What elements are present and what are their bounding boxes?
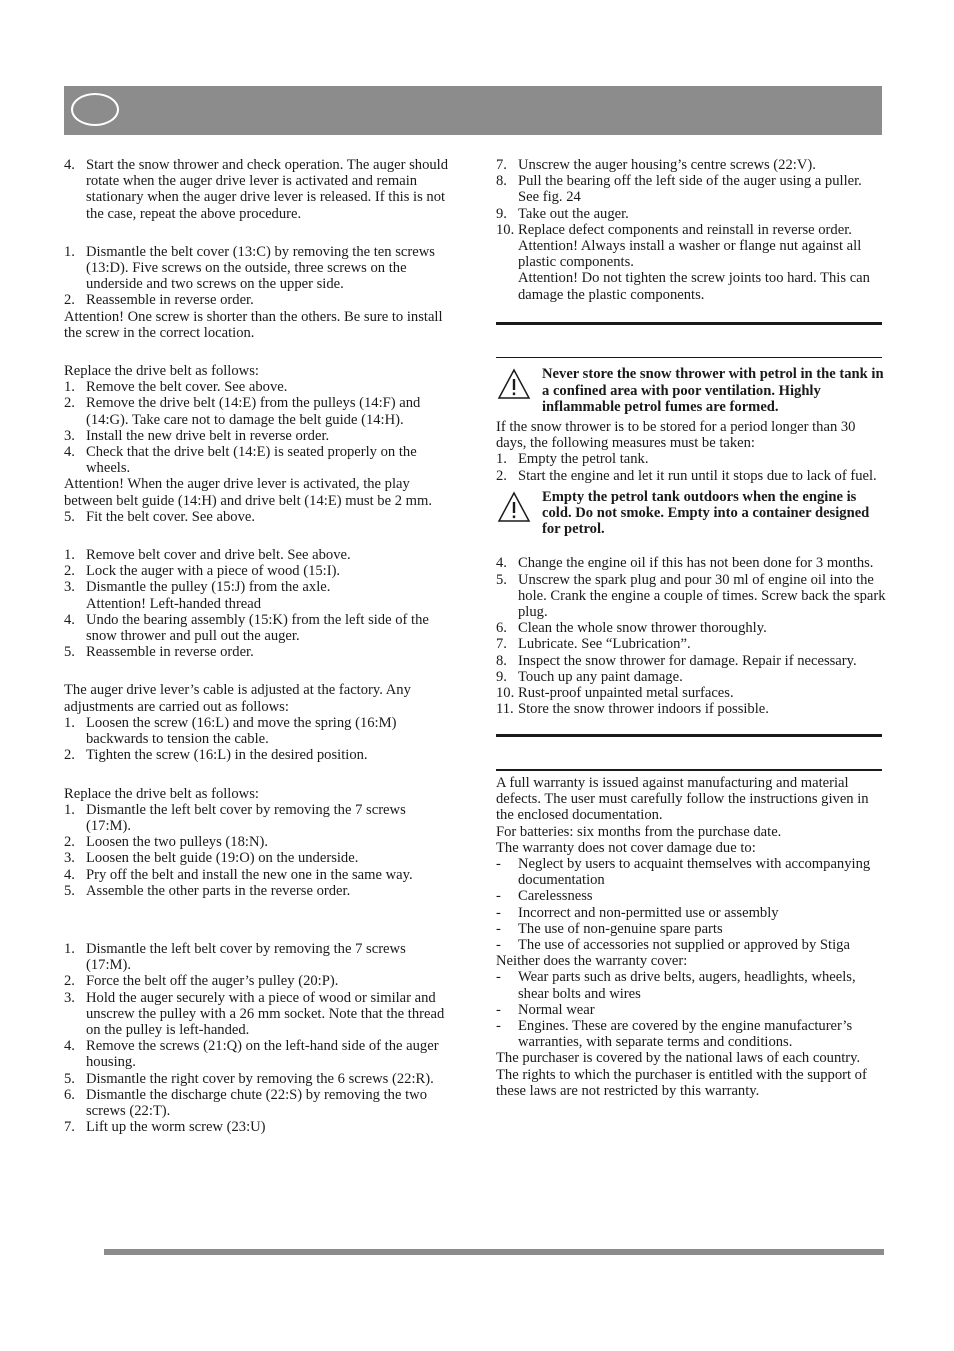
list-text: Rust-proof unpainted metal surfaces.: [518, 684, 734, 701]
list-item: [64, 802, 450, 834]
list-number: 3.: [64, 579, 75, 596]
list-item: [64, 973, 450, 989]
list-number: 7.: [496, 636, 507, 653]
list-text: Empty the petrol tank.: [518, 451, 649, 468]
list-text: Lock the auger with a piece of wood (15:I).: [86, 563, 341, 580]
list-text: Dismantle the pulley (15:J) from the axle.: [86, 579, 331, 596]
list-number: 5.: [64, 882, 75, 899]
list-item: [64, 157, 450, 222]
list-text: Undo the bearing assembly (15:K) from the left side of the snow thrower and pull out the auger.: [86, 611, 429, 645]
list-text: Change the engine oil if this has not been done for 3 months.: [518, 555, 874, 572]
list-item: [64, 1038, 450, 1070]
list-number: 5.: [64, 508, 75, 525]
list-number: 2.: [64, 563, 75, 580]
list-item: [64, 547, 450, 563]
list-text: Inspect the snow thrower for damage. Repair if necessary.: [518, 652, 857, 669]
list-number: 4.: [64, 157, 75, 173]
list-item: [496, 653, 886, 669]
list-item: [496, 937, 886, 953]
list-text: Replace defect components and reinstall in reverse order.: [518, 221, 852, 238]
warranty-p4: Neither does the warranty cover:: [496, 953, 688, 970]
list-item: [496, 468, 886, 484]
list-item: [496, 856, 886, 888]
list-number: 2.: [496, 467, 507, 484]
list-number: 1.: [64, 714, 75, 731]
list-text: Assemble the other parts in the reverse order.: [86, 882, 351, 899]
list-text: Take out the auger.: [518, 205, 629, 222]
list-text: Reassemble in reverse order.: [86, 292, 254, 309]
list-text: The use of non-genuine spare parts: [518, 920, 723, 937]
r1-continuation-2: Attention! Do not tighten the screw joints too hard. This can damage the plastic components.: [518, 270, 870, 303]
list-number: 9.: [496, 668, 507, 685]
list-text: Dismantle the left belt cover by removing the 7 screws (17:M).: [86, 801, 406, 834]
language-badge-oval: [71, 93, 119, 126]
list-number: 1.: [64, 243, 75, 260]
list-text: Unscrew the spark plug and pour 30 ml of engine oil into the hole. Crank the engine a couple of times. Screw back the spark plug.: [518, 571, 886, 620]
list-b3: [64, 379, 450, 476]
list-item: [64, 579, 450, 595]
list-number: -: [496, 855, 501, 872]
list-b2: [64, 244, 450, 309]
list-text: Loosen the screw (16:L) and move the spring (16:M) backwards to tension the cable.: [86, 714, 397, 748]
list-item: [64, 563, 450, 579]
list-item: [496, 969, 886, 1001]
list-text: Engines. These are covered by the engine manufacturer’s warranties, with separate terms and conditions.: [518, 1017, 853, 1051]
list-number: 8.: [496, 652, 507, 669]
list-item: [64, 1119, 450, 1135]
list-text: Pry off the belt and install the new one in the same way.: [86, 866, 413, 883]
list-number: 1.: [64, 801, 75, 818]
list-number: 2.: [64, 834, 75, 851]
list-text: Store the snow thrower indoors if possible.: [518, 701, 769, 718]
left-column: [64, 157, 450, 1135]
list-number: -: [496, 888, 501, 905]
footer-bar: [104, 1249, 884, 1255]
list-number: 9.: [496, 205, 507, 222]
list-item: [64, 715, 450, 747]
list-item: [496, 222, 886, 238]
list-item: [64, 867, 450, 883]
storage-intro: If the snow thrower is to be stored for a period longer than 30 days, the following measures must be taken:: [496, 418, 856, 452]
list-text: Carelessness: [518, 888, 593, 905]
list-text: Dismantle the belt cover (13:C) by removing the ten screws (13:D). Five screws on the outside, three screws on the underside and two screws on the upper side.: [86, 243, 435, 293]
list-r1: [496, 157, 886, 238]
list-item: [496, 1018, 886, 1050]
list-b5: [64, 715, 450, 764]
list-number: 7.: [64, 1119, 75, 1136]
list-number: 4.: [64, 866, 75, 883]
list-item: [64, 1087, 450, 1119]
list-item: [496, 669, 886, 685]
list-item: [64, 292, 450, 308]
b5-intro: The auger drive lever’s cable is adjusted at the factory. Any adjustments are carried out as follows:: [64, 682, 411, 715]
list-number: 8.: [496, 173, 507, 190]
list-number: 5.: [64, 1070, 75, 1087]
list-number: 3.: [64, 427, 75, 444]
list-text: Lubricate. See “Lubrication”.: [518, 636, 691, 653]
list-number: 1.: [64, 547, 75, 564]
list-item: [64, 941, 450, 973]
list-number: 2.: [64, 395, 75, 412]
list-item: [64, 850, 450, 866]
list-number: 2.: [64, 973, 75, 990]
list-item: [496, 555, 886, 571]
list-b1: [64, 157, 450, 222]
list-text: Dismantle the right cover by removing the 6 screws (22:R).: [86, 1070, 434, 1087]
list-text: Dismantle the discharge chute (22:S) by removing the two screws (22:T).: [86, 1086, 427, 1119]
list-text: Dismantle the left belt cover by removing the 7 screws (17:M).: [86, 940, 406, 974]
list-number: -: [496, 920, 501, 937]
list-item: [64, 244, 450, 293]
list-item: [64, 379, 450, 395]
list-text: Touch up any paint damage.: [518, 668, 683, 685]
list-text: Remove the belt cover. See above.: [86, 379, 288, 396]
b6-intro: Replace the drive belt as follows:: [64, 785, 259, 802]
list-item: [64, 612, 450, 644]
list-number: -: [496, 936, 501, 953]
list-b6: [64, 802, 450, 899]
list-text: Neglect by users to acquaint themselves with accompanying documentation: [518, 855, 871, 889]
warning-box-1: [496, 366, 886, 415]
list-number: 1.: [496, 451, 507, 468]
list-item: [496, 636, 886, 652]
warning-triangle-icon: [496, 489, 542, 538]
list-number: 3.: [64, 989, 75, 1006]
list-number: 11.: [496, 701, 514, 718]
list-text: The use of accessories not supplied or approved by Stiga: [518, 936, 850, 953]
list-item: [64, 990, 450, 1039]
list-item: [496, 206, 886, 222]
warranty-p3: The warranty does not cover damage due to:: [496, 839, 756, 856]
warning-triangle-icon: [496, 366, 542, 415]
list-number: -: [496, 904, 501, 921]
list-item: [64, 509, 450, 525]
warning-text-1: Never store the snow thrower with petrol in the tank in a confined area with poor ventilation. Highly inflammable petrol fumes are formed.: [542, 366, 884, 415]
list-item: [496, 905, 886, 921]
list-item: [64, 747, 450, 763]
list-item: [64, 1071, 450, 1087]
warranty-list-1: [496, 856, 886, 953]
list-number: 4.: [496, 555, 507, 572]
list-b7: [64, 941, 450, 1135]
list-item: [64, 883, 450, 899]
right-column: [496, 157, 886, 1099]
b3-note: Attention! When the auger drive lever is activated, the play between belt guide (14:H) and drive belt (14:E) must be 2 mm.: [64, 476, 432, 509]
list-text: Remove the drive belt (14:E) from the pulleys (14:F) and (14:G). Take care not to damage the belt guide (14:H).: [86, 395, 421, 428]
list-text: Install the new drive belt in reverse order.: [86, 427, 330, 444]
list-item: [64, 834, 450, 850]
section-rule-thin: [496, 357, 882, 359]
b4-continuation: Attention! Left-handed thread: [86, 595, 262, 612]
list-item: [496, 921, 886, 937]
list-text: Loosen the belt guide (19:O) on the underside.: [86, 850, 359, 867]
list-text: Unscrew the auger housing’s centre screws (22:V).: [518, 157, 816, 173]
list-b4b: [64, 612, 450, 661]
list-number: 6.: [496, 620, 507, 637]
list-number: 3.: [64, 850, 75, 867]
warranty-p2: For batteries: six months from the purchase date.: [496, 823, 782, 840]
list-item: [496, 173, 886, 205]
list-number: 6.: [64, 1086, 75, 1103]
warranty-p1: A full warranty is issued against manufacturing and material defects. The user must carefully follow the instructions given in the enclosed documentation.: [496, 774, 869, 824]
list-text: Normal wear: [518, 1001, 595, 1018]
list-number: 1.: [64, 379, 75, 396]
list-text: Check that the drive belt (14:E) is seated properly on the wheels.: [86, 444, 417, 477]
list-number: 4.: [64, 444, 75, 461]
r1-continuation-1: Attention! Always install a washer or flange nut against all plastic components.: [518, 238, 862, 271]
list-number: 10.: [496, 684, 515, 701]
list-text: Fit the belt cover. See above.: [86, 508, 255, 525]
b2-note: Attention! One screw is shorter than the others. Be sure to install the screw in the correct location.: [64, 308, 443, 341]
list-number: -: [496, 969, 501, 986]
list-number: 1.: [64, 940, 75, 957]
list-text: Tighten the screw (16:L) in the desired position.: [86, 747, 368, 764]
list-number: 2.: [64, 747, 75, 764]
list-number: -: [496, 1017, 501, 1034]
list-item: [64, 428, 450, 444]
list-number: 5.: [64, 644, 75, 661]
list-text: Start the snow thrower and check operation. The auger should rotate when the auger drive lever is activated and remain stationary when the auger drive lever is released. If this is not the case, repeat the above procedure.: [86, 157, 449, 222]
list-number: 5.: [496, 571, 507, 588]
list-item: [496, 1002, 886, 1018]
list-item: [496, 572, 886, 621]
list-item: [64, 395, 450, 427]
list-r2: [496, 451, 886, 483]
header-bar: [64, 86, 882, 135]
list-item: [64, 444, 450, 476]
list-text: Remove belt cover and drive belt. See above.: [86, 547, 351, 564]
list-text: Start the engine and let it run until it stops due to lack of fuel.: [518, 467, 877, 484]
list-item: [496, 620, 886, 636]
list-item: [64, 644, 450, 660]
warranty-list-2: [496, 969, 886, 1050]
list-number: 4.: [64, 611, 75, 628]
b3-intro: Replace the drive belt as follows:: [64, 363, 259, 380]
list-item: [496, 685, 886, 701]
list-number: 7.: [496, 157, 507, 173]
list-item: [496, 888, 886, 904]
list-text: Reassemble in reverse order.: [86, 644, 254, 661]
list-number: -: [496, 1001, 501, 1018]
list-text: Pull the bearing off the left side of the auger using a puller. See fig. 24: [518, 173, 862, 206]
list-item: [496, 451, 886, 467]
list-text: Force the belt off the auger’s pulley (20:P).: [86, 973, 339, 990]
list-text: Clean the whole snow thrower thoroughly.: [518, 620, 767, 637]
list-number: 4.: [64, 1038, 75, 1055]
list-text: Incorrect and non-permitted use or assembly: [518, 904, 779, 921]
list-number: 2.: [64, 292, 75, 309]
list-item: [496, 701, 886, 717]
warranty-p5: The purchaser is covered by the national laws of each country. The rights to which the purchaser is entitled with the support of these laws are not restricted by this warranty.: [496, 1050, 867, 1099]
list-b4: [64, 547, 450, 596]
list-text: Hold the auger securely with a piece of wood or similar and unscrew the pulley with a 26 mm socket. Note that the thread on the pulley is left-handed.: [86, 989, 445, 1038]
warning-text-2: Empty the petrol tank outdoors when the engine is cold. Do not smoke. Empty into a container designed for petrol.: [542, 488, 870, 538]
list-text: Lift up the worm screw (23:U): [86, 1119, 266, 1136]
list-text: Loosen the two pulleys (18:N).: [86, 834, 268, 851]
list-text: Remove the screws (21:Q) on the left-hand side of the auger housing.: [86, 1038, 439, 1071]
list-text: Wear parts such as drive belts, augers, headlights, wheels, shear bolts and wires: [518, 969, 856, 1002]
warning-box-2: [496, 489, 886, 538]
list-item: [496, 157, 886, 173]
list-r3: [496, 555, 886, 717]
list-number: 10.: [496, 221, 515, 238]
